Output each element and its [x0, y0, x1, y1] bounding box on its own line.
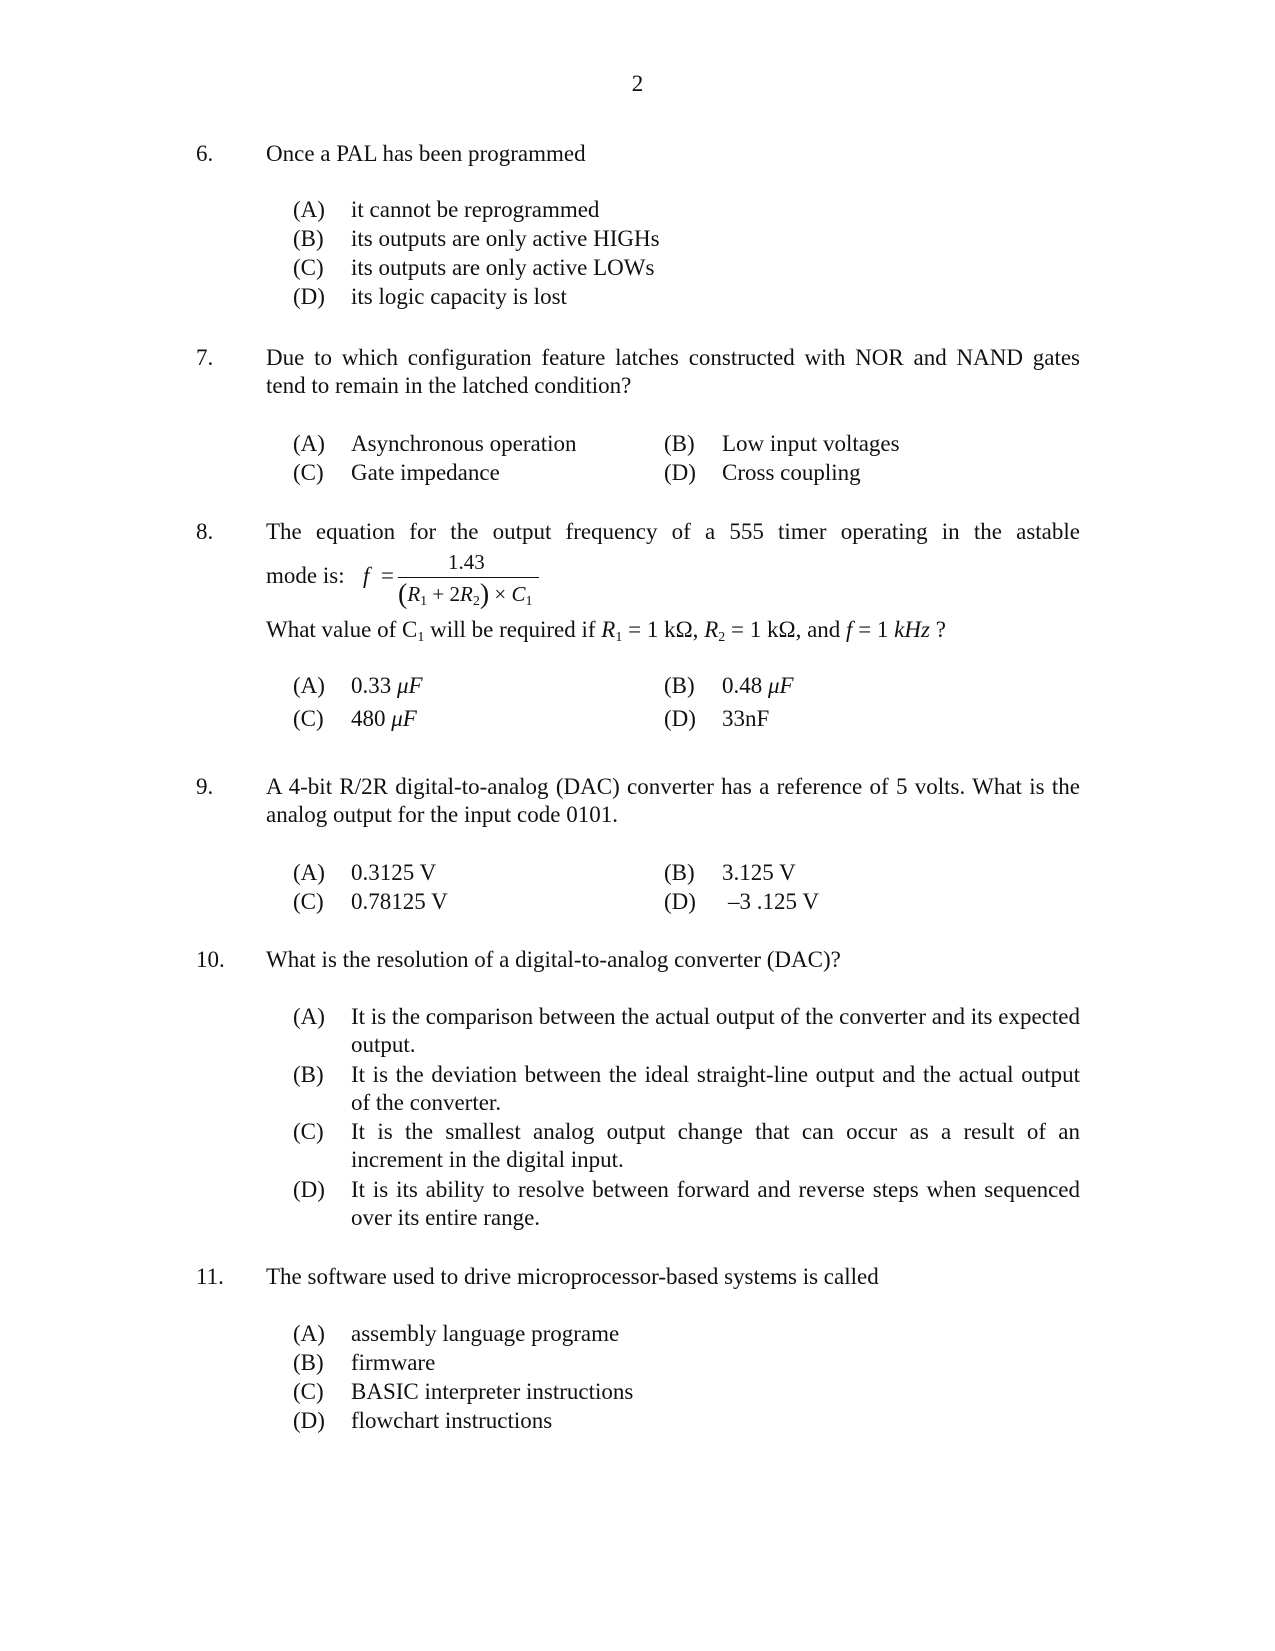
- option-label: (A): [293, 1004, 325, 1029]
- option-label: (A): [293, 673, 325, 698]
- option-text: It is the smallest analog output change that can occur as a result of an increment in the digital input.: [351, 1119, 1080, 1172]
- option-label: (D): [664, 460, 696, 485]
- option-label: (A): [293, 197, 325, 222]
- question-number: 9.: [196, 774, 214, 799]
- option-text: assembly language programe: [351, 1321, 620, 1346]
- option-label: (D): [664, 889, 696, 914]
- option-text: flowchart instructions: [351, 1408, 553, 1433]
- option-label: (B): [664, 673, 695, 698]
- option-text: It is the deviation between the ideal straight-line output and the actual output of the converter.: [351, 1062, 1080, 1115]
- option-label: (D): [293, 284, 325, 309]
- option-label: (B): [293, 1350, 324, 1375]
- question-subtext: What value of $C_1$ will be required if $R_1 = 1$ kΩ, $R_2 = 1$ kΩ, and f = 1 kHz ?: [266, 617, 946, 645]
- option-text: 0.78125 V: [351, 889, 448, 914]
- option-b: [664, 430, 900, 458]
- option-label: (C): [293, 889, 324, 914]
- option-c: [293, 1378, 633, 1406]
- option-d: [664, 459, 861, 487]
- question-number: 8.: [196, 519, 214, 544]
- option-a: [293, 430, 577, 458]
- question-number: 11.: [196, 1264, 224, 1289]
- option-a: [293, 1320, 619, 1348]
- option-label: (D): [664, 706, 696, 731]
- option-a: [293, 196, 599, 224]
- option-c: [293, 254, 654, 282]
- option-d: [664, 888, 819, 916]
- page-number: 2: [631, 71, 644, 96]
- option-text: Gate impedance: [351, 460, 500, 485]
- option-text: Low input voltages: [722, 431, 900, 456]
- option-text: BASIC interpreter instructions: [351, 1379, 634, 1404]
- option-b: [293, 1349, 435, 1377]
- option-text: It is the comparison between the actual output of the converter and its expected output.: [351, 1004, 1080, 1057]
- option-label: (B): [664, 860, 695, 885]
- option-text: 0.3125 V: [351, 860, 437, 885]
- option-a: [293, 859, 436, 887]
- option-text: 3.125 V: [722, 860, 796, 885]
- option-text: Asynchronous operation: [351, 431, 577, 456]
- option-c: (C) 480 μF: [293, 706, 417, 731]
- option-label: (B): [664, 431, 695, 456]
- option-c: [293, 888, 448, 916]
- option-label: (C): [293, 1379, 324, 1404]
- formula-denominator: $(R_1 + 2R_2) \times C_1$: [398, 579, 533, 610]
- option-a: (A) 0.33 μF: [293, 673, 423, 698]
- option-label: (B): [293, 226, 324, 251]
- question-text: A 4-bit R/2R digital-to-analog (DAC) converter has a reference of 5 volts. What is the analog output for the input code 0101.: [266, 774, 1080, 827]
- formula-equals: =: [381, 563, 394, 588]
- question-number: 10.: [196, 947, 225, 972]
- question-text: The software used to drive microprocessor-based systems is called: [266, 1264, 879, 1289]
- option-label: (C): [293, 255, 324, 280]
- option-b: [293, 225, 660, 253]
- option-text: –3 .125 V: [728, 889, 819, 914]
- option-b: [664, 859, 796, 887]
- option-text: It is its ability to resolve between forward and reverse steps when sequenced over its entire range.: [351, 1177, 1080, 1230]
- question-number: 6.: [196, 141, 214, 166]
- formula-numerator: 1.43: [448, 550, 485, 574]
- option-text: its outputs are only active LOWs: [351, 255, 655, 280]
- option-label: (C): [293, 706, 324, 731]
- question-number: 7.: [196, 345, 214, 370]
- option-label: (C): [293, 460, 324, 485]
- option-d: [293, 1407, 552, 1435]
- question-text-line2: mode is:: [266, 563, 345, 588]
- question-text-line1: The equation for the output frequency of a 555 timer operating in the astable: [266, 519, 1080, 544]
- option-text: its outputs are only active HIGHs: [351, 226, 660, 251]
- fraction-bar: [398, 577, 539, 578]
- option-text: it cannot be reprogrammed: [351, 197, 600, 222]
- option-text: Cross coupling: [722, 460, 861, 485]
- question-text: What is the resolution of a digital-to-analog converter (DAC)?: [266, 947, 841, 972]
- option-b: (B) 0.48 μF: [664, 673, 794, 698]
- option-d: [293, 283, 567, 311]
- option-c: [293, 459, 500, 487]
- option-label: (C): [293, 1119, 324, 1144]
- option-d: (D) 33nF: [664, 706, 770, 731]
- option-label: (D): [293, 1408, 325, 1433]
- option-label: (A): [293, 860, 325, 885]
- option-label: (D): [293, 1177, 325, 1202]
- option-text: firmware: [351, 1350, 436, 1375]
- option-label: (A): [293, 431, 325, 456]
- option-label: (A): [293, 1321, 325, 1346]
- question-text: Once a PAL has been programmed: [266, 141, 586, 166]
- formula-lhs: f: [363, 563, 370, 588]
- option-label: (B): [293, 1062, 324, 1087]
- question-text: Due to which configuration feature latches constructed with NOR and NAND gates tend to remain in the latched condition?: [266, 345, 1080, 398]
- option-text: its logic capacity is lost: [351, 284, 567, 309]
